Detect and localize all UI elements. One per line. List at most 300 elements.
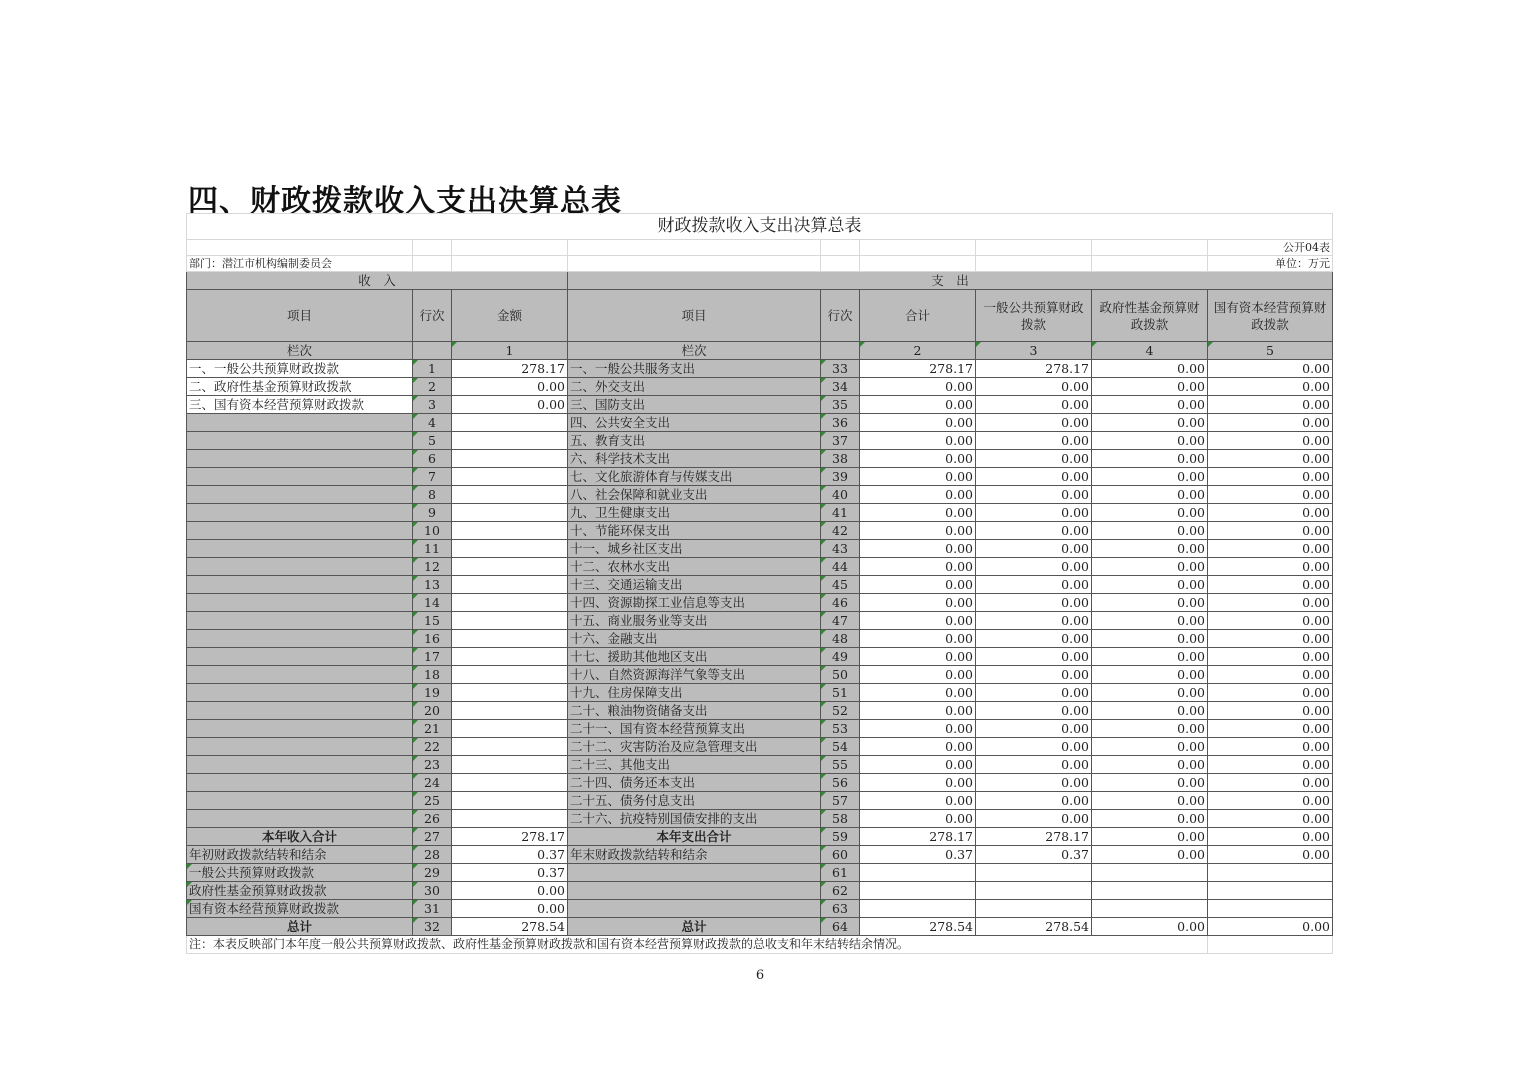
expense-total: 0.00 bbox=[860, 630, 976, 648]
expense-total: 0.00 bbox=[860, 432, 976, 450]
expense-row-no: 47 bbox=[821, 612, 860, 630]
expense-fund: 0.00 bbox=[1092, 630, 1208, 648]
income-row-no: 15 bbox=[413, 612, 452, 630]
expense-state: 0.00 bbox=[1208, 720, 1333, 738]
income-item: 国有资本经营预算财政拨款 bbox=[187, 900, 413, 918]
expense-state: 0.00 bbox=[1208, 846, 1333, 864]
expense-row-no: 48 bbox=[821, 630, 860, 648]
income-item bbox=[187, 738, 413, 756]
expense-state: 0.00 bbox=[1208, 396, 1333, 414]
income-amount: 278.17 bbox=[452, 828, 568, 846]
income-row-no: 5 bbox=[413, 432, 452, 450]
income-amount bbox=[452, 810, 568, 828]
expense-fund: 0.00 bbox=[1092, 414, 1208, 432]
expense-total: 0.00 bbox=[860, 612, 976, 630]
expense-general: 0.00 bbox=[976, 450, 1092, 468]
income-amount bbox=[452, 522, 568, 540]
table-row bbox=[187, 756, 1333, 774]
expense-total: 0.00 bbox=[860, 468, 976, 486]
expense-state: 0.00 bbox=[1208, 612, 1333, 630]
income-amount bbox=[452, 558, 568, 576]
table-row bbox=[187, 486, 1333, 504]
expense-item: 二十四、债务还本支出 bbox=[568, 774, 821, 792]
expense-row-no: 44 bbox=[821, 558, 860, 576]
expense-row-no: 43 bbox=[821, 540, 860, 558]
unit-label: 单位：万元 bbox=[1208, 256, 1333, 272]
expense-item: 二、外交支出 bbox=[568, 378, 821, 396]
income-amount: 0.00 bbox=[452, 882, 568, 900]
expense-row-no: 56 bbox=[821, 774, 860, 792]
income-row-no: 30 bbox=[413, 882, 452, 900]
expense-fund: 0.00 bbox=[1092, 612, 1208, 630]
expense-total: 0.37 bbox=[860, 846, 976, 864]
table-row bbox=[187, 720, 1333, 738]
expense-row-no: 58 bbox=[821, 810, 860, 828]
expense-general: 0.00 bbox=[976, 792, 1092, 810]
col-header-total: 合计 bbox=[860, 290, 976, 342]
col-header-income-row-no: 行次 bbox=[413, 290, 452, 342]
expense-general: 0.00 bbox=[976, 648, 1092, 666]
expense-fund: 0.00 bbox=[1092, 666, 1208, 684]
table-row bbox=[187, 684, 1333, 702]
income-item bbox=[187, 504, 413, 522]
table-row bbox=[187, 576, 1333, 594]
expense-general: 0.00 bbox=[976, 612, 1092, 630]
col-header-fund: 政府性基金预算财政拨款 bbox=[1092, 290, 1208, 342]
expense-total: 0.00 bbox=[860, 378, 976, 396]
expense-state: 0.00 bbox=[1208, 468, 1333, 486]
income-amount bbox=[452, 486, 568, 504]
expense-total: 0.00 bbox=[860, 756, 976, 774]
expense-state: 0.00 bbox=[1208, 414, 1333, 432]
grand-total-row bbox=[187, 918, 1333, 936]
expense-row-no: 41 bbox=[821, 504, 860, 522]
expense-fund: 0.00 bbox=[1092, 810, 1208, 828]
income-amount bbox=[452, 450, 568, 468]
expense-row-no: 46 bbox=[821, 594, 860, 612]
income-row-no: 16 bbox=[413, 630, 452, 648]
income-item bbox=[187, 468, 413, 486]
income-item bbox=[187, 414, 413, 432]
income-row-no: 10 bbox=[413, 522, 452, 540]
expense-item: 二十六、抗疫特别国债安排的支出 bbox=[568, 810, 821, 828]
income-item bbox=[187, 576, 413, 594]
income-amount bbox=[452, 576, 568, 594]
income-item bbox=[187, 774, 413, 792]
expense-total: 0.00 bbox=[860, 666, 976, 684]
expense-total: 0.00 bbox=[860, 810, 976, 828]
expense-item: 二十三、其他支出 bbox=[568, 756, 821, 774]
expense-fund: 0.00 bbox=[1092, 702, 1208, 720]
expense-item: 十九、住房保障支出 bbox=[568, 684, 821, 702]
table-row bbox=[187, 702, 1333, 720]
expense-item: 年末财政拨款结转和结余 bbox=[568, 846, 821, 864]
expense-item: 十六、金融支出 bbox=[568, 630, 821, 648]
table-row bbox=[187, 666, 1333, 684]
expense-state: 0.00 bbox=[1208, 540, 1333, 558]
expense-state: 0.00 bbox=[1208, 594, 1333, 612]
income-row-no: 22 bbox=[413, 738, 452, 756]
income-item bbox=[187, 540, 413, 558]
expense-state: 0.00 bbox=[1208, 576, 1333, 594]
expense-general: 0.00 bbox=[976, 522, 1092, 540]
expense-row-no: 60 bbox=[821, 846, 860, 864]
income-item: 一、一般公共预算财政拨款 bbox=[187, 360, 413, 378]
expense-item: 二十二、灾害防治及应急管理支出 bbox=[568, 738, 821, 756]
table-title: 财政拨款收入支出决算总表 bbox=[187, 214, 1333, 240]
expense-item: 二十一、国有资本经营预算支出 bbox=[568, 720, 821, 738]
expense-row-no: 40 bbox=[821, 486, 860, 504]
expense-item: 十二、农林水支出 bbox=[568, 558, 821, 576]
expense-row-no: 35 bbox=[821, 396, 860, 414]
expense-fund: 0.00 bbox=[1092, 396, 1208, 414]
expense-state: 0.00 bbox=[1208, 450, 1333, 468]
expense-total: 0.00 bbox=[860, 792, 976, 810]
income-row-no: 21 bbox=[413, 720, 452, 738]
income-item: 一般公共预算财政拨款 bbox=[187, 864, 413, 882]
expense-row-no: 62 bbox=[821, 882, 860, 900]
income-row-no: 27 bbox=[413, 828, 452, 846]
expense-item: 二十、粮油物资储备支出 bbox=[568, 702, 821, 720]
expense-total: 0.00 bbox=[860, 738, 976, 756]
col-index-1: 1 bbox=[452, 342, 568, 360]
expense-fund: 0.00 bbox=[1092, 756, 1208, 774]
expense-general: 0.00 bbox=[976, 810, 1092, 828]
income-item: 三、国有资本经营预算财政拨款 bbox=[187, 396, 413, 414]
expense-total: 0.00 bbox=[860, 396, 976, 414]
department-label: 部门：潜江市机构编制委员会 bbox=[187, 256, 413, 272]
col-header-expense-row-no: 行次 bbox=[821, 290, 860, 342]
expense-general: 0.00 bbox=[976, 684, 1092, 702]
expense-fund: 0.00 bbox=[1092, 450, 1208, 468]
income-amount bbox=[452, 414, 568, 432]
expense-row-no: 49 bbox=[821, 648, 860, 666]
expense-state: 0.00 bbox=[1208, 774, 1333, 792]
expense-item: 九、卫生健康支出 bbox=[568, 504, 821, 522]
expense-item: 八、社会保障和就业支出 bbox=[568, 486, 821, 504]
table-row bbox=[187, 432, 1333, 450]
table-row bbox=[187, 414, 1333, 432]
expense-row-no: 33 bbox=[821, 360, 860, 378]
expense-row-no: 61 bbox=[821, 864, 860, 882]
expense-total: 0.00 bbox=[860, 576, 976, 594]
expense-fund: 0.00 bbox=[1092, 540, 1208, 558]
income-amount bbox=[452, 756, 568, 774]
expense-general: 0.00 bbox=[976, 702, 1092, 720]
table-row bbox=[187, 378, 1333, 396]
expense-general: 0.00 bbox=[976, 396, 1092, 414]
expense-total: 0.00 bbox=[860, 594, 976, 612]
expense-state: 0.00 bbox=[1208, 666, 1333, 684]
expense-item: 本年支出合计 bbox=[568, 828, 821, 846]
table-row bbox=[187, 630, 1333, 648]
expense-item: 一、一般公共服务支出 bbox=[568, 360, 821, 378]
expense-item: 总计 bbox=[568, 918, 821, 936]
expense-fund: 0.00 bbox=[1092, 522, 1208, 540]
table-row bbox=[187, 648, 1333, 666]
expense-general: 0.00 bbox=[976, 540, 1092, 558]
carryover-sub-row bbox=[187, 864, 1333, 882]
table-row bbox=[187, 738, 1333, 756]
expense-general: 0.00 bbox=[976, 666, 1092, 684]
expense-general: 0.00 bbox=[976, 504, 1092, 522]
expense-item: 十、节能环保支出 bbox=[568, 522, 821, 540]
expense-total: 278.17 bbox=[860, 828, 976, 846]
expense-row-no: 52 bbox=[821, 702, 860, 720]
expense-total: 0.00 bbox=[860, 540, 976, 558]
income-row-no: 7 bbox=[413, 468, 452, 486]
expense-state: 0.00 bbox=[1208, 486, 1333, 504]
income-row-no: 19 bbox=[413, 684, 452, 702]
income-amount bbox=[452, 630, 568, 648]
table-row bbox=[187, 792, 1333, 810]
table-row bbox=[187, 468, 1333, 486]
expense-row-no: 53 bbox=[821, 720, 860, 738]
expense-fund: 0.00 bbox=[1092, 360, 1208, 378]
col-header-income-amount: 金额 bbox=[452, 290, 568, 342]
income-row-no: 6 bbox=[413, 450, 452, 468]
income-row-no: 17 bbox=[413, 648, 452, 666]
col-index-label: 栏次 bbox=[568, 342, 821, 360]
expense-state: 0.00 bbox=[1208, 684, 1333, 702]
table-row bbox=[187, 396, 1333, 414]
carryover-row bbox=[187, 846, 1333, 864]
expense-row-no: 38 bbox=[821, 450, 860, 468]
expense-total: 0.00 bbox=[860, 414, 976, 432]
income-amount bbox=[452, 594, 568, 612]
expense-general: 0.00 bbox=[976, 558, 1092, 576]
expense-item: 二十五、债务付息支出 bbox=[568, 792, 821, 810]
income-row-no: 32 bbox=[413, 918, 452, 936]
expense-fund: 0.00 bbox=[1092, 594, 1208, 612]
expense-fund: 0.00 bbox=[1092, 720, 1208, 738]
expense-row-no: 34 bbox=[821, 378, 860, 396]
page-number: 6 bbox=[755, 968, 765, 983]
expense-item: 十五、商业服务业等支出 bbox=[568, 612, 821, 630]
income-item bbox=[187, 486, 413, 504]
income-row-no: 29 bbox=[413, 864, 452, 882]
income-row-no: 23 bbox=[413, 756, 452, 774]
expense-total: 0.00 bbox=[860, 450, 976, 468]
income-amount bbox=[452, 774, 568, 792]
expense-general: 0.00 bbox=[976, 576, 1092, 594]
income-item bbox=[187, 450, 413, 468]
expense-fund: 0.00 bbox=[1092, 648, 1208, 666]
expense-row-no: 54 bbox=[821, 738, 860, 756]
expense-row-no: 51 bbox=[821, 684, 860, 702]
col-index-4: 4 bbox=[1092, 342, 1208, 360]
income-amount bbox=[452, 684, 568, 702]
income-row-no: 28 bbox=[413, 846, 452, 864]
income-row-no: 8 bbox=[413, 486, 452, 504]
income-amount bbox=[452, 612, 568, 630]
expense-fund: 0.00 bbox=[1092, 432, 1208, 450]
income-amount: 0.00 bbox=[452, 900, 568, 918]
expense-fund: 0.00 bbox=[1092, 774, 1208, 792]
expense-item: 十三、交通运输支出 bbox=[568, 576, 821, 594]
table-row bbox=[187, 774, 1333, 792]
income-row-no: 2 bbox=[413, 378, 452, 396]
expense-total: 0.00 bbox=[860, 504, 976, 522]
expense-state: 0.00 bbox=[1208, 702, 1333, 720]
expense-row-no: 55 bbox=[821, 756, 860, 774]
expense-state: 0.00 bbox=[1208, 792, 1333, 810]
table-note: 注：本表反映部门本年度一般公共预算财政拨款、政府性基金预算财政拨款和国有资本经营预算财政拨款的总收支和年末结转结余情况。 bbox=[187, 936, 1208, 954]
expense-fund: 0.00 bbox=[1092, 738, 1208, 756]
expense-total: 278.17 bbox=[860, 360, 976, 378]
expense-general: 0.00 bbox=[976, 414, 1092, 432]
table-row bbox=[187, 810, 1333, 828]
income-row-no: 20 bbox=[413, 702, 452, 720]
expense-general: 0.00 bbox=[976, 468, 1092, 486]
income-item bbox=[187, 558, 413, 576]
expense-item: 三、国防支出 bbox=[568, 396, 821, 414]
income-row-no: 24 bbox=[413, 774, 452, 792]
col-header-expense-item: 项目 bbox=[568, 290, 821, 342]
income-item bbox=[187, 630, 413, 648]
expense-state: 0.00 bbox=[1208, 378, 1333, 396]
expense-item: 七、文化旅游体育与传媒支出 bbox=[568, 468, 821, 486]
income-amount bbox=[452, 792, 568, 810]
expense-general: 0.00 bbox=[976, 720, 1092, 738]
expense-row-no: 59 bbox=[821, 828, 860, 846]
expense-state: 0.00 bbox=[1208, 360, 1333, 378]
income-item bbox=[187, 792, 413, 810]
expense-item: 六、科学技术支出 bbox=[568, 450, 821, 468]
expense-total: 0.00 bbox=[860, 486, 976, 504]
expense-fund: 0.00 bbox=[1092, 684, 1208, 702]
expense-state: 0.00 bbox=[1208, 810, 1333, 828]
expense-general: 278.17 bbox=[976, 360, 1092, 378]
income-amount bbox=[452, 720, 568, 738]
expense-row-no: 50 bbox=[821, 666, 860, 684]
expense-row-no: 63 bbox=[821, 900, 860, 918]
income-row-no: 26 bbox=[413, 810, 452, 828]
income-row-no: 14 bbox=[413, 594, 452, 612]
expense-general: 0.37 bbox=[976, 846, 1092, 864]
expense-fund: 0.00 bbox=[1092, 558, 1208, 576]
income-item bbox=[187, 594, 413, 612]
expense-fund: 0.00 bbox=[1092, 828, 1208, 846]
expense-general: 278.17 bbox=[976, 828, 1092, 846]
expense-state: 0.00 bbox=[1208, 630, 1333, 648]
income-item bbox=[187, 432, 413, 450]
expense-state: 0.00 bbox=[1208, 756, 1333, 774]
expense-total: 0.00 bbox=[860, 684, 976, 702]
table-row bbox=[187, 540, 1333, 558]
carryover-sub-row bbox=[187, 882, 1333, 900]
subtotal-row bbox=[187, 828, 1333, 846]
expense-fund: 0.00 bbox=[1092, 468, 1208, 486]
income-item bbox=[187, 720, 413, 738]
expense-total: 0.00 bbox=[860, 648, 976, 666]
expense-row-no: 45 bbox=[821, 576, 860, 594]
table-row bbox=[187, 450, 1333, 468]
income-item bbox=[187, 702, 413, 720]
expense-state: 0.00 bbox=[1208, 828, 1333, 846]
income-amount bbox=[452, 468, 568, 486]
col-index-2: 2 bbox=[860, 342, 976, 360]
expense-item: 十四、资源勘探工业信息等支出 bbox=[568, 594, 821, 612]
income-row-no: 4 bbox=[413, 414, 452, 432]
income-item: 总计 bbox=[187, 918, 413, 936]
expense-general: 0.00 bbox=[976, 738, 1092, 756]
expense-general: 0.00 bbox=[976, 432, 1092, 450]
income-item bbox=[187, 648, 413, 666]
income-item: 年初财政拨款结转和结余 bbox=[187, 846, 413, 864]
expense-state: 0.00 bbox=[1208, 918, 1333, 936]
expense-item: 四、公共安全支出 bbox=[568, 414, 821, 432]
expense-item: 十七、援助其他地区支出 bbox=[568, 648, 821, 666]
income-row-no: 18 bbox=[413, 666, 452, 684]
income-row-no: 13 bbox=[413, 576, 452, 594]
page-heading: 四、财政拨款收入支出决算总表 bbox=[188, 184, 622, 219]
expense-state: 0.00 bbox=[1208, 432, 1333, 450]
income-item bbox=[187, 612, 413, 630]
col-header-general: 一般公共预算财政拨款 bbox=[976, 290, 1092, 342]
expense-fund: 0.00 bbox=[1092, 846, 1208, 864]
expense-state: 0.00 bbox=[1208, 648, 1333, 666]
income-row-no: 1 bbox=[413, 360, 452, 378]
table-row bbox=[187, 360, 1333, 378]
expense-general: 0.00 bbox=[976, 630, 1092, 648]
income-amount: 278.17 bbox=[452, 360, 568, 378]
col-index-5: 5 bbox=[1208, 342, 1333, 360]
income-amount bbox=[452, 540, 568, 558]
col-header-income-item: 项目 bbox=[187, 290, 413, 342]
expense-general: 0.00 bbox=[976, 756, 1092, 774]
expense-total: 0.00 bbox=[860, 774, 976, 792]
income-amount bbox=[452, 738, 568, 756]
col-index-label: 栏次 bbox=[187, 342, 413, 360]
income-amount: 278.54 bbox=[452, 918, 568, 936]
expense-section-header: 支 出 bbox=[568, 272, 1333, 290]
income-row-no: 31 bbox=[413, 900, 452, 918]
expense-state: 0.00 bbox=[1208, 522, 1333, 540]
table-row bbox=[187, 522, 1333, 540]
expense-total: 278.54 bbox=[860, 918, 976, 936]
income-item: 本年收入合计 bbox=[187, 828, 413, 846]
expense-state: 0.00 bbox=[1208, 504, 1333, 522]
expense-item: 十八、自然资源海洋气象等支出 bbox=[568, 666, 821, 684]
expense-row-no: 64 bbox=[821, 918, 860, 936]
col-index-3: 3 bbox=[976, 342, 1092, 360]
income-item bbox=[187, 684, 413, 702]
expense-item: 十一、城乡社区支出 bbox=[568, 540, 821, 558]
expense-total: 0.00 bbox=[860, 558, 976, 576]
table-row bbox=[187, 594, 1333, 612]
expense-row-no: 39 bbox=[821, 468, 860, 486]
table-row bbox=[187, 558, 1333, 576]
expense-fund: 0.00 bbox=[1092, 486, 1208, 504]
expense-total: 0.00 bbox=[860, 720, 976, 738]
expense-total: 0.00 bbox=[860, 702, 976, 720]
expense-fund: 0.00 bbox=[1092, 918, 1208, 936]
table-row bbox=[187, 612, 1333, 630]
expense-general: 0.00 bbox=[976, 486, 1092, 504]
expense-total: 0.00 bbox=[860, 522, 976, 540]
col-header-state: 国有资本经营预算财政拨款 bbox=[1208, 290, 1333, 342]
carryover-sub-row bbox=[187, 900, 1333, 918]
expense-fund: 0.00 bbox=[1092, 378, 1208, 396]
income-item bbox=[187, 522, 413, 540]
expense-general: 0.00 bbox=[976, 774, 1092, 792]
income-item bbox=[187, 666, 413, 684]
income-amount: 0.00 bbox=[452, 396, 568, 414]
expense-row-no: 42 bbox=[821, 522, 860, 540]
expense-row-no: 37 bbox=[821, 432, 860, 450]
fiscal-summary-table bbox=[186, 213, 1333, 954]
